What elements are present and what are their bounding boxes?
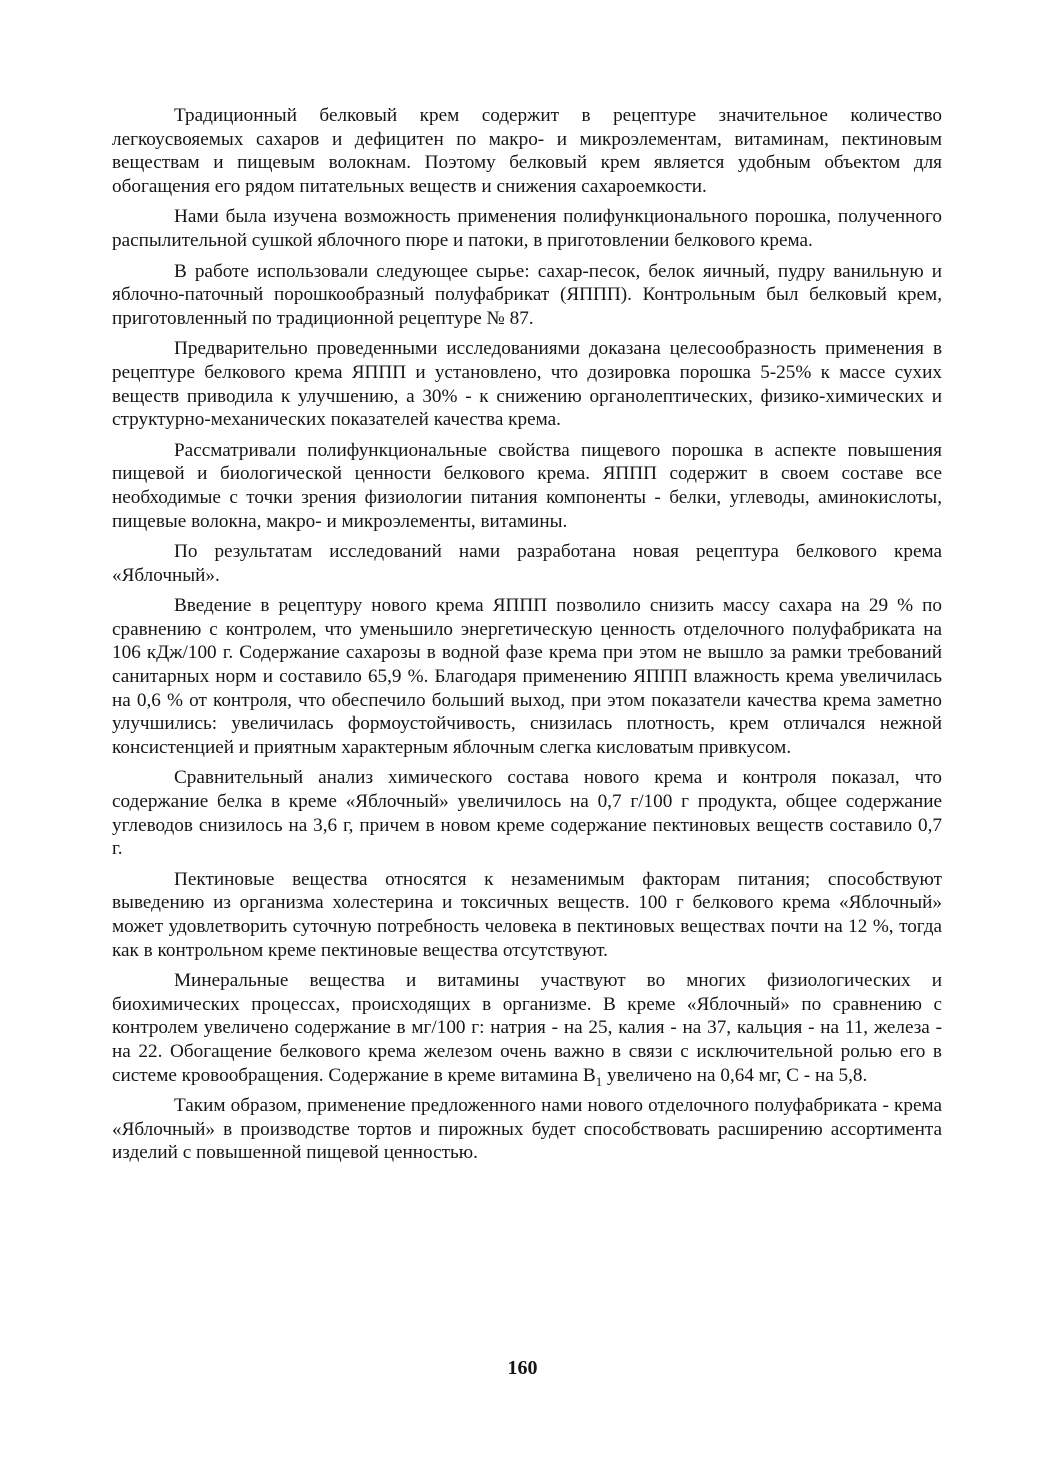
- paragraph-raw-materials: В работе использовали следующее сырье: сахар-песок, белок яичный, пудру ванильную и яблочно-паточный порошкообразный полуфабрикат (ЯППП). Контрольным был белковый крем, приготовленный по традиционной рецептуре № 87.: [112, 260, 942, 329]
- paragraph-dosage: Предварительно проведенными исследованиями доказана целесообразность применения в рецептуре белкового крема ЯППП и установлено, что дозировка порошка 5-25% к массе сухих веществ приводила к улучшению, а 30% - к снижению органолептических, физико-химических и структурно-механических показателей качества крема.: [112, 338, 942, 431]
- page-number: 160: [507, 1357, 538, 1379]
- paragraph-properties: Рассматривали полифункциональные свойства пищевого порошка в аспекте повышения пищевой и биологической ценности белкового крема. ЯППП содержит в своем составе все необходимые с точки зрения физиологии питания компоненты - белки, углеводы, аминокислоты, пищевые волокна, макро- и микроэлементы, витамины.: [112, 439, 942, 532]
- paragraph-sugar-reduction: Введение в рецептуру нового крема ЯППП позволило снизить массу сахара на 29 % по сравнению с контролем, что уменьшило энергетическую ценность отделочного полуфабриката на 106 кДж/100 г. Содержание сахарозы в водной фазе крема при этом не вышло за рамки требований санитарных норм и составило 65,9 %. Благодаря применению ЯППП влажность крема увеличилась на 0,6 % от контроля, что обеспечило больший выход, при этом показатели качества крема заметно улучшились: увеличилась формоустойчивость, снизилась плотность, крем отличался нежной консистенцией и приятным характерным яблочным слегка кисловатым привкусом.: [112, 595, 942, 758]
- paragraph-study-aim: Нами была изучена возможность применения полифункционального порошка, полученного распылительной сушкой яблочного пюре и патоки, в приготовлении белкового крема.: [112, 206, 942, 251]
- paragraph-conclusion: Таким образом, применение предложенного нами нового отделочного полуфабриката - крема «Яблочный» в производстве тортов и пирожных будет способствовать расширению ассортимента изделий с повышенной пищевой ценностью.: [112, 1095, 942, 1164]
- vitamin-subscript: 1: [595, 1073, 603, 1089]
- paragraph-intro: Традиционный белковый крем содержит в рецептуре значительное количество легкоусвояемых сахаров и дефицитен по макро- и микроэлементам, витаминам, пектиновым веществам и пищевым волокнам. Поэтому белковый крем является удобным объектом для обогащения его рядом питательных веществ и снижения сахароемкости.: [112, 105, 942, 197]
- paragraph-new-recipe: По результатам исследований нами разработана новая рецептура белкового крема «Яблочный».: [112, 541, 942, 586]
- paragraph-chemical-analysis: Сравнительный анализ химического состава нового крема и контроля показал, что содержание белка в креме «Яблочный» увеличилось на 0,7 г/100 г продукта, общее содержание углеводов снизилось на 3,6 г, причем в новом креме содержание пектиновых веществ составило 0,7 г.: [112, 767, 942, 860]
- minerals-text-end: увеличено на 0,64 мг, С - на 5,8.: [602, 1064, 868, 1086]
- paragraph-minerals: [112, 969, 942, 1087]
- minerals-text: Минеральные вещества и витамины участвуют во многих физиологических и биохимических процессах, происходящих в организме. В креме «Яблочный» по сравнению с контролем увеличено содержание в мг/100 г: натрия - на 25, калия - на 37, кальция - на 11, железа - на 22. Обогащение белкового крема железом очень важно в связи с исключительной ролью его в системе кровообращения. Содержание в креме витамина B: [112, 970, 942, 1086]
- body-text: [112, 104, 942, 1172]
- paragraph-pectin: Пектиновые вещества относятся к незаменимым факторам питания; способствуют выведению из организма холестерина и токсичных веществ. 100 г белкового крема «Яблочный» может удовлетворить суточную потребность человека в пектиновых веществах почти на 12 %, тогда как в контрольном креме пектиновые вещества отсутствуют.: [112, 868, 942, 961]
